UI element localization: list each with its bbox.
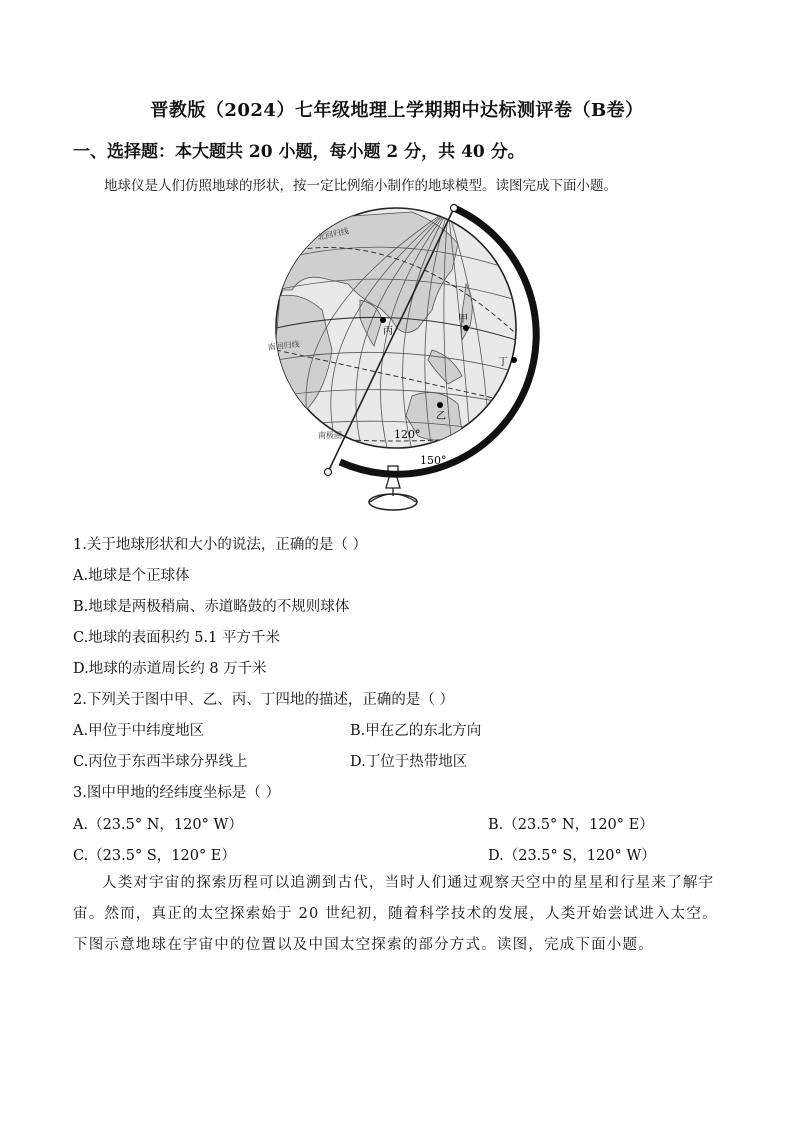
- label-lon-150: 150°: [420, 454, 447, 467]
- label-ding: 丁: [498, 357, 508, 368]
- q2-option-b: B.甲在乙的东北方向: [350, 723, 482, 739]
- q2-option-a: A.甲位于中纬度地区: [73, 723, 205, 739]
- point-jia: [463, 325, 469, 331]
- q3-option-c: C.（23.5° S，120° E）: [73, 848, 236, 864]
- point-ding: [511, 357, 517, 363]
- page-title: 晋教版（2024）七年级地理上学期期中达标测评卷（B卷）: [150, 100, 644, 121]
- intro-text: 地球仪是人们仿照地球的形状，按一定比例缩小制作的地球模型。读图完成下面小题。: [104, 178, 617, 194]
- question-2-stem: 2.下列关于图中甲、乙、丙、丁四地的描述，正确的是（ ）: [73, 692, 454, 708]
- label-lon-120: 120°: [394, 428, 421, 441]
- label-tropic-north: 北回归线: [316, 226, 350, 242]
- passage-text: 人类对宇宙的探索历程可以追溯到古代，当时人们通过观察天空中的星星和行星来了解宇宙。然而，真正的太空探索始于 20 世纪初，随着科学技术的发展，人类开始尝试进入太空。下图示意地球在宇宙中的位置以及中国太空探索的部分方式。读图，完成下面小题。: [73, 875, 718, 953]
- label-antarctic: 南极圈: [318, 431, 342, 440]
- q3-option-d: D.（23.5° S，120° W）: [488, 848, 656, 864]
- globe-figure: [262, 200, 542, 522]
- q1-option-a: A.地球是个正球体: [73, 568, 190, 584]
- q1-option-d: D.地球的赤道周长约 8 万千米: [73, 661, 267, 677]
- label-jia: 甲: [458, 314, 468, 325]
- q3-option-b: B.（23.5° N，120° E）: [488, 817, 654, 833]
- label-yi: 乙: [436, 411, 446, 422]
- section-heading: 一、选择题：本大题共 20 小题，每小题 2 分，共 40 分。: [73, 142, 525, 162]
- q1-option-b: B.地球是两极稍扁、赤道略鼓的不规则球体: [73, 599, 350, 615]
- q2-option-c: C.丙位于东西半球分界线上: [73, 754, 248, 770]
- q1-option-c: C.地球的表面积约 5.1 平方千米: [73, 630, 280, 646]
- label-tropic-south: 南回归线: [267, 339, 301, 352]
- question-1-stem: 1.关于地球形状和大小的说法，正确的是（ ）: [73, 537, 367, 553]
- point-bing: [380, 317, 386, 323]
- q3-option-a: A.（23.5° N，120° W）: [73, 817, 243, 833]
- question-3-stem: 3.图中甲地的经纬度坐标是（ ）: [73, 785, 280, 801]
- q2-option-d: D.丁位于热带地区: [350, 754, 468, 770]
- label-bing: 丙: [383, 326, 393, 337]
- point-yi: [437, 402, 443, 408]
